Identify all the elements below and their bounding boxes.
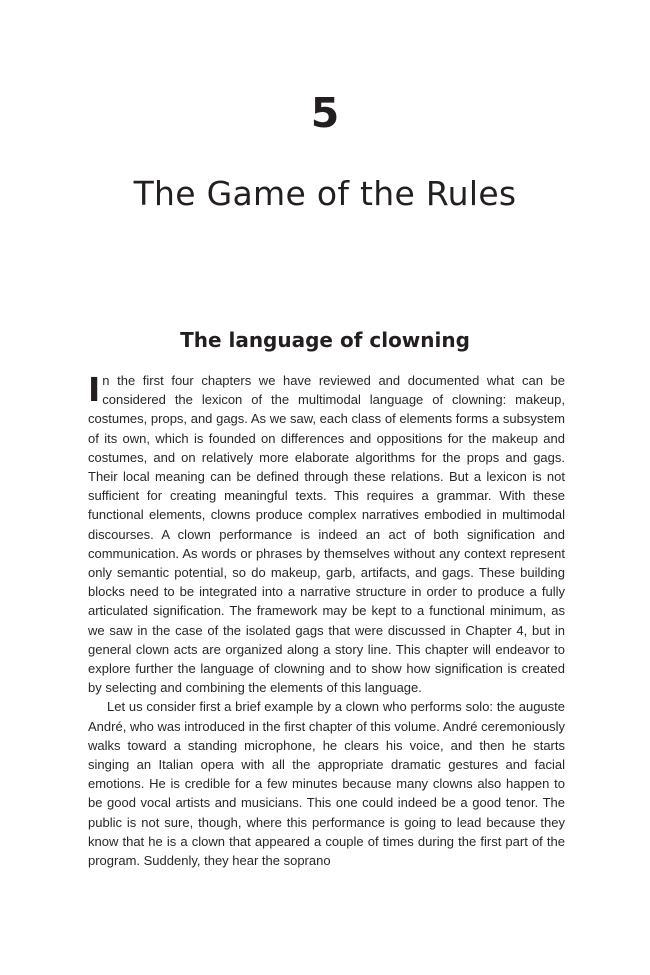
body-text — [88, 371, 565, 870]
section-heading: The language of clowning — [180, 328, 470, 352]
chapter-title: The Game of the Rules — [133, 174, 517, 213]
drop-cap: I — [88, 370, 101, 409]
paragraph-1 — [88, 371, 565, 697]
paragraph-2: Let us consider first a brief example by a clown who performs solo: the auguste André, who was introduced in the first chapter of this volume. André ceremoniously walks toward a standing microphone, he clears his voice, and then he starts singing an Italian opera with all the appropriate dramatic gestures and facial emotions. He is credible for a few minutes because many clowns also happen to be good vocal artists and musicians. This one could indeed be a good tenor. The public is not sure, though, where this performance is going to lead because they know that he is a clown that appeared a couple of times during the first part of the program. Suddenly, they hear the soprano — [88, 699, 565, 869]
chapter-number: 5 — [310, 89, 340, 137]
paragraph-1-text: n the first four chapters we have reviewed and documented what can be considered the lexicon of the multimodal language of clowning: makeup, costumes, props, and gags. As we saw, each class of elements forms a subsystem of its own, which is founded on differences and oppositions for the makeup and costumes, and on relatively more elaborate algorithms for the props and gags. Their local meaning can be defined through these relations. But a lexicon is not sufficient for creating meaningful texts. This requires a grammar. With these functional elements, clowns produce complex narratives embodied in multimodal discourses. A clown performance is indeed an act of both signification and communication. As words or phrases by themselves without any context represent only semantic potential, so do makeup, garb, artifacts, and gags. These building blocks need to be integrated into a narrative structure in order to produce a fully articulated signification. The framework may be kept to a functional minimum, as we saw in the case of the isolated gags that were discussed in Chapter 4, but in general clown acts are organized along a story line. This chapter will endeavor to explore further the language of clowning and to show how signification is created by selecting and combining the elements of this language. — [88, 373, 565, 696]
